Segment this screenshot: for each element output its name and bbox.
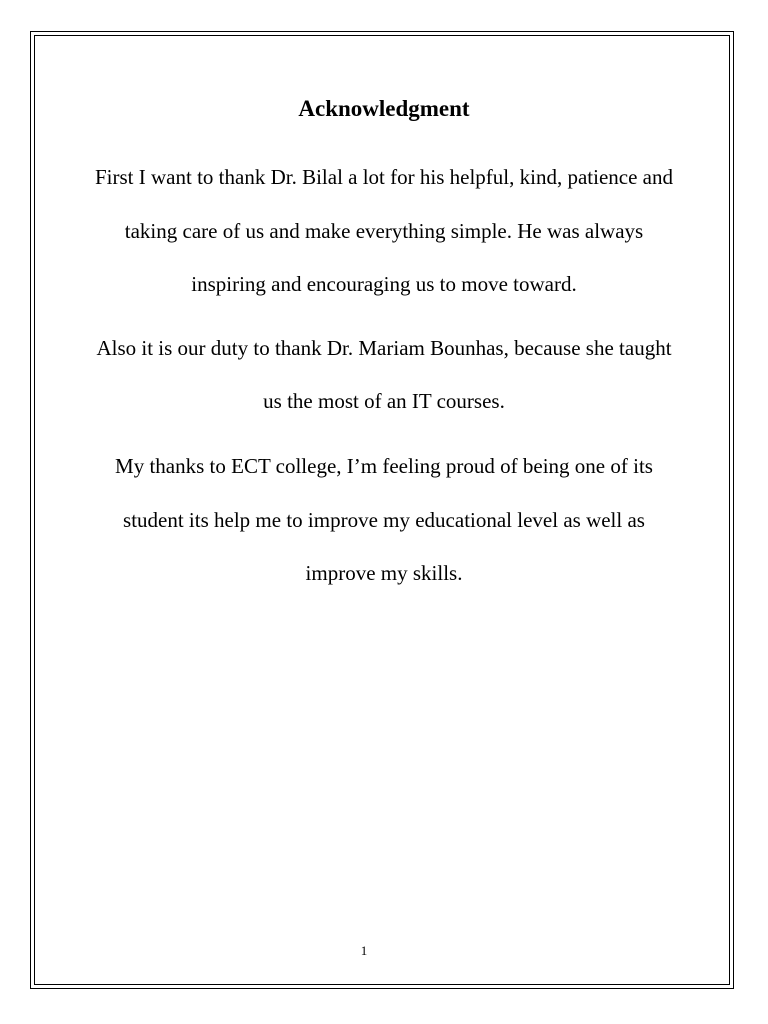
paragraph-2-line-1: Also it is our duty to thank Dr. Mariam Bounhas, because she taught bbox=[96, 336, 672, 360]
paragraph-3-line-3: improve my skills. bbox=[305, 561, 463, 585]
paragraph-3-line-1: My thanks to ECT college, I’m feeling proud of being one of its bbox=[115, 454, 653, 478]
paragraph-3-line-2: student its help me to improve my educational level as well as bbox=[123, 508, 645, 532]
paragraph-1-line-3: inspiring and encouraging us to move toward. bbox=[191, 272, 577, 296]
paragraph-1-line-2: taking care of us and make everything simple. He was always bbox=[124, 219, 644, 243]
paragraph-1-line-1: First I want to thank Dr. Bilal a lot for his helpful, kind, patience and bbox=[95, 165, 673, 189]
paragraph-2-line-2: us the most of an IT courses. bbox=[263, 389, 505, 413]
page-number: 1 bbox=[360, 943, 368, 958]
page-title: Acknowledgment bbox=[298, 96, 470, 121]
